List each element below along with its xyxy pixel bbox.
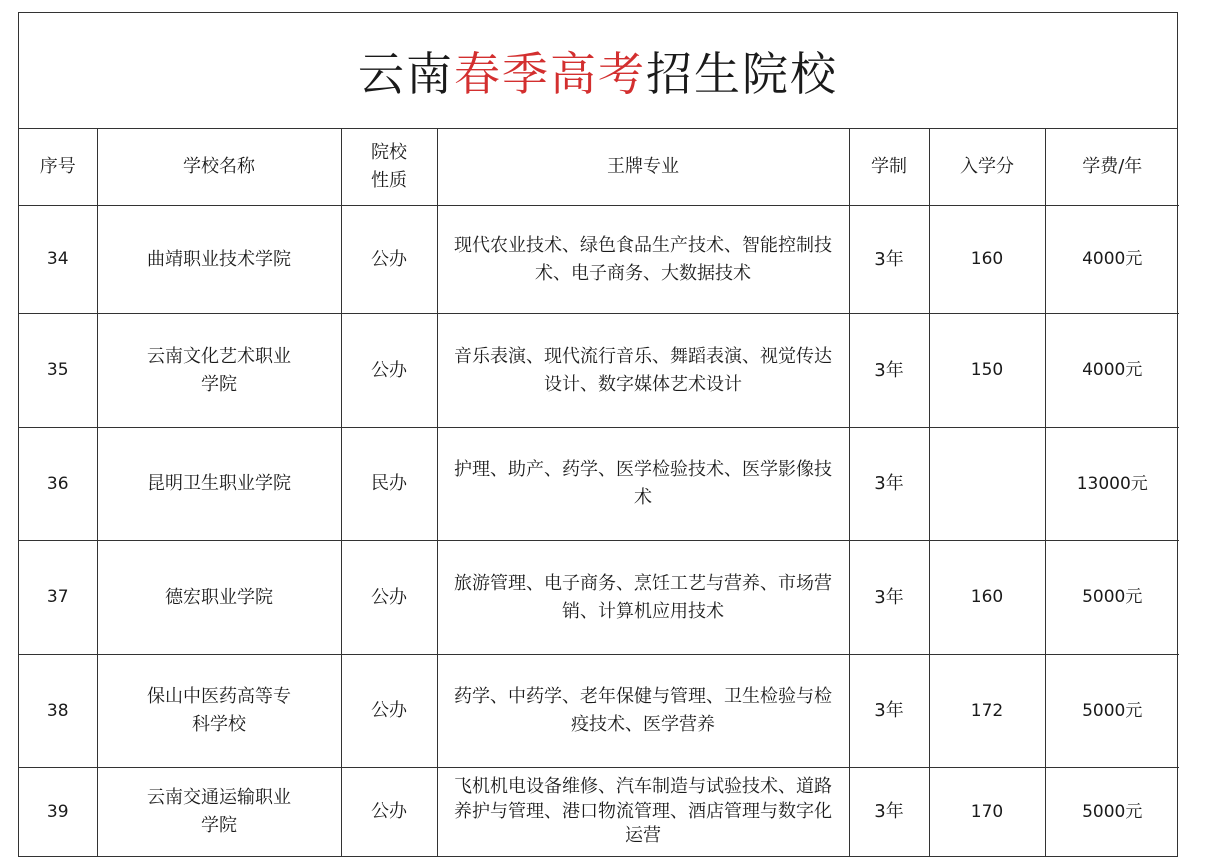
page-title	[358, 38, 838, 104]
title-row	[19, 13, 1177, 129]
row-school: 昆明卫生职业学院	[97, 428, 341, 541]
header-index: 序号	[19, 129, 97, 206]
row-school: 云南文化艺术职业学院	[97, 314, 341, 428]
row-duration: 3年	[849, 655, 929, 768]
header-type-line1: 院校	[371, 142, 407, 164]
row-school: 德宏职业学院	[97, 541, 341, 655]
row-score: 170	[929, 768, 1045, 856]
row-score: 150	[929, 314, 1045, 428]
row-index: 35	[19, 314, 97, 428]
row-majors: 旅游管理、电子商务、烹饪工艺与营养、市场营销、计算机应用技术	[437, 541, 849, 655]
row-index: 38	[19, 655, 97, 768]
row-majors: 音乐表演、现代流行音乐、舞蹈表演、视觉传达设计、数字媒体艺术设计	[437, 314, 849, 428]
row-index: 37	[19, 541, 97, 655]
row-fee: 5000元	[1045, 541, 1179, 655]
row-score: 172	[929, 655, 1045, 768]
admissions-table-sheet	[18, 12, 1178, 857]
schools-table	[19, 129, 1179, 856]
header-duration: 学制	[849, 129, 929, 206]
row-school: 保山中医药高等专科学校	[97, 655, 341, 768]
row-duration: 3年	[849, 768, 929, 856]
row-type: 公办	[341, 768, 437, 856]
row-score: 160	[929, 206, 1045, 314]
row-index: 39	[19, 768, 97, 856]
header-score: 入学分	[929, 129, 1045, 206]
row-type: 公办	[341, 206, 437, 314]
header-majors: 王牌专业	[437, 129, 849, 206]
row-duration: 3年	[849, 541, 929, 655]
header-type	[341, 129, 437, 206]
row-index: 36	[19, 428, 97, 541]
row-majors: 现代农业技术、绿色食品生产技术、智能控制技术、电子商务、大数据技术	[437, 206, 849, 314]
row-duration: 3年	[849, 314, 929, 428]
row-duration: 3年	[849, 428, 929, 541]
header-school: 学校名称	[97, 129, 341, 206]
title-part1: 云南	[358, 46, 454, 101]
title-part2: 招生院校	[646, 46, 838, 101]
header-fee: 学费/年	[1045, 129, 1179, 206]
row-majors: 药学、中药学、老年保健与管理、卫生检验与检疫技术、医学营养	[437, 655, 849, 768]
row-fee: 4000元	[1045, 206, 1179, 314]
row-school: 云南交通运输职业学院	[97, 768, 341, 856]
table-row	[19, 768, 1179, 856]
row-fee: 5000元	[1045, 768, 1179, 856]
header-row	[19, 129, 1179, 206]
row-duration: 3年	[849, 206, 929, 314]
row-majors: 飞机机电设备维修、汽车制造与试验技术、道路养护与管理、港口物流管理、酒店管理与数字化运营	[437, 768, 849, 856]
row-type: 民办	[341, 428, 437, 541]
table-row	[19, 206, 1179, 314]
table-row	[19, 541, 1179, 655]
table-row	[19, 655, 1179, 768]
row-majors: 护理、助产、药学、医学检验技术、医学影像技术	[437, 428, 849, 541]
row-fee: 5000元	[1045, 655, 1179, 768]
title-highlight: 春季高考	[454, 46, 646, 101]
row-fee: 4000元	[1045, 314, 1179, 428]
row-score: 160	[929, 541, 1045, 655]
row-score	[929, 428, 1045, 541]
row-type: 公办	[341, 541, 437, 655]
row-type: 公办	[341, 314, 437, 428]
table-row	[19, 428, 1179, 541]
table-row	[19, 314, 1179, 428]
header-type-line2: 性质	[371, 170, 407, 191]
row-school: 曲靖职业技术学院	[97, 206, 341, 314]
row-type: 公办	[341, 655, 437, 768]
row-fee: 13000元	[1045, 428, 1179, 541]
row-index: 34	[19, 206, 97, 314]
